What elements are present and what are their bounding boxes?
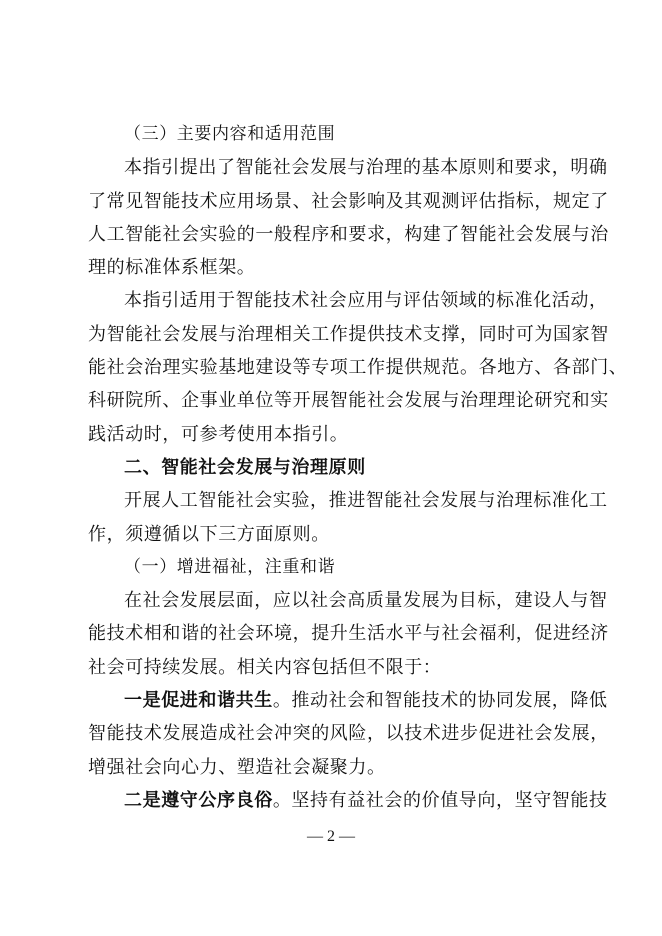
paragraph-line: 理的标准体系框架。 (88, 257, 256, 279)
section-subheading: （三）主要内容和适用范围 (124, 124, 336, 144)
paragraph-line: 为智能社会发展与治理相关工作提供技术支撑，同时可为国家智 (88, 323, 609, 345)
paragraph-text: 。推动社会和智能技术的协同发展，降低 (272, 690, 608, 712)
paragraph-line: 社会可持续发展。相关内容包括但不限于： (88, 656, 442, 678)
bold-lead-phrase: 二是遵守公序良俗 (124, 789, 273, 811)
paragraph-line (88, 784, 608, 817)
bold-lead-phrase: 一是促进和谐共生 (124, 690, 273, 712)
page-number: — 2 — (307, 828, 355, 845)
paragraph-line: 科研院所、企事业单位等开展智能社会发展与治理理论研究和实 (88, 390, 609, 412)
section-subheading: （一）增进福祉，注重和谐 (124, 556, 336, 577)
paragraph-line: 开展人工智能社会实验，推进智能社会发展与治理标准化工 (124, 490, 608, 512)
paragraph-line: 增强社会向心力、塑造社会凝聚力。 (88, 756, 386, 778)
paragraph-line: 本指引适用于智能技术社会应用与评估领域的标准化活动， (124, 290, 608, 312)
paragraph-line: 智能技术发展造成社会冲突的风险，以技术进步促进社会发展， (88, 723, 609, 745)
paragraph-line: 了常见智能技术应用场景、社会影响及其观测评估指标，规定了 (88, 190, 609, 212)
paragraph-line: 能技术相和谐的社会环境，提升生活水平与社会福利，促进经济 (88, 623, 609, 645)
paragraph-line: 在社会发展层面，应以社会高质量发展为目标，建设人与智 (124, 590, 608, 612)
section-heading: 二、智能社会发展与治理原则 (124, 456, 366, 478)
document-body (88, 118, 628, 817)
paragraph-line: 本指引提出了智能社会发展与治理的基本原则和要求，明确 (124, 157, 608, 179)
paragraph-line: 践活动时，可参考使用本指引。 (88, 423, 349, 445)
paragraph-text: 。坚持有益社会的价值导向，坚守智能技 (272, 789, 608, 811)
paragraph-line (88, 684, 608, 717)
paragraph-line: 作，须遵循以下三方面原则。 (88, 523, 330, 545)
paragraph-line: 能社会治理实验基地建设等专项工作提供规范。各地方、各部门、 (88, 357, 628, 379)
paragraph-line: 人工智能社会实验的一般程序和要求，构建了智能社会发展与治 (88, 223, 609, 245)
